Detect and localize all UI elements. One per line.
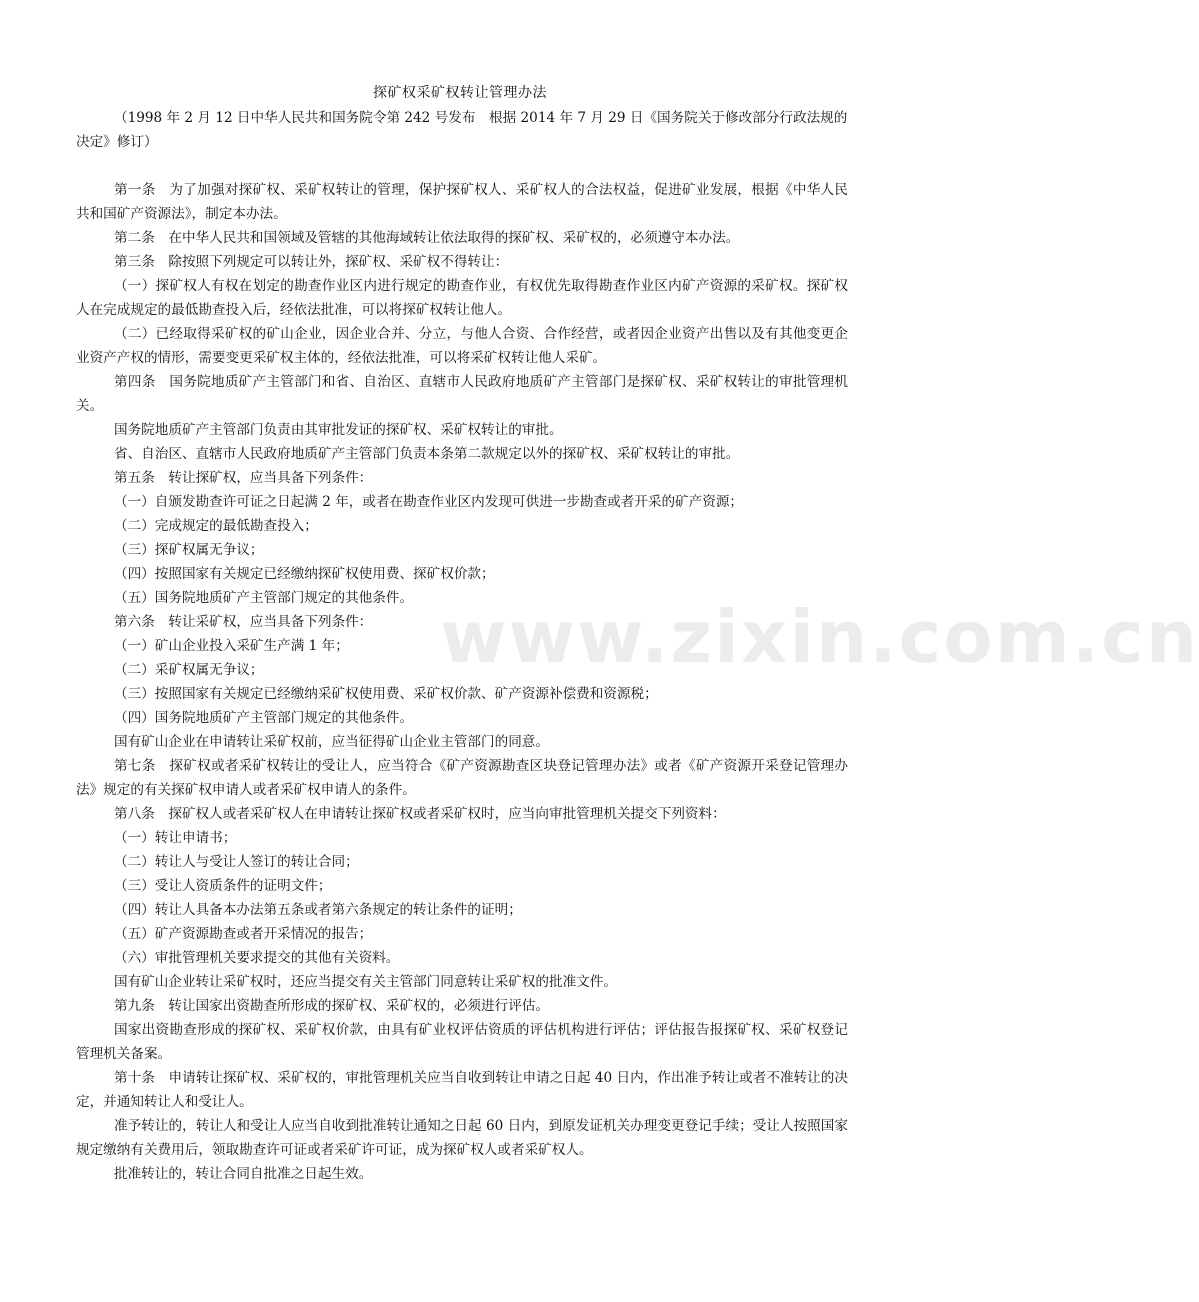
paragraph: （三）受让人资质条件的证明文件； <box>114 878 332 894</box>
paragraph: （二）已经取得采矿权的矿山企业，因企业合并、分立，与他人合资、合作经营，或者因企业资产出售以及有其他变更企业资产产权的情形，需要变更采矿权主体的，经依法批准，可以将采矿权转让他人采矿。 <box>76 326 848 366</box>
paragraph: 第八条 探矿权人或者采矿权人在申请转让探矿权或者采矿权时，应当向审批管理机关提交下列资料： <box>114 806 726 822</box>
paragraph: 第十条 申请转让探矿权、采矿权的，审批管理机关应当自收到转让申请之日起 40 日内，作出准予转让或者不准转让的决定，并通知转让人和受让人。 <box>76 1070 848 1110</box>
paragraph: （二）完成规定的最低勘查投入； <box>114 518 318 534</box>
paragraph: 批准转让的，转让合同自批准之日起生效。 <box>114 1166 373 1182</box>
paragraph: 第一条 为了加强对探矿权、采矿权转让的管理，保护探矿权人、采矿权人的合法权益，促进矿业发展，根据《中华人民共和国矿产资源法》，制定本办法。 <box>76 182 848 222</box>
paragraph: （五）国务院地质矿产主管部门规定的其他条件。 <box>114 590 414 606</box>
paragraph: 第九条 转让国家出资勘查所形成的探矿权、采矿权的，必须进行评估。 <box>114 998 549 1014</box>
paragraph: 第二条 在中华人民共和国领域及管辖的其他海域转让依法取得的探矿权、采矿权的，必须遵守本办法。 <box>114 230 740 246</box>
paragraph: 国有矿山企业在申请转让采矿权前，应当征得矿山企业主管部门的同意。 <box>114 734 549 750</box>
paragraph: （二）采矿权属无争议； <box>114 662 264 678</box>
watermark: www.zixin.com.cn <box>440 595 1199 679</box>
paragraph: （二）转让人与受让人签订的转让合同； <box>114 854 359 870</box>
paragraph: 国有矿山企业转让采矿权时，还应当提交有关主管部门同意转让采矿权的批准文件。 <box>114 974 617 990</box>
paragraph: （六）审批管理机关要求提交的其他有关资料。 <box>114 950 400 966</box>
paragraph: 第六条 转让采矿权，应当具备下列条件： <box>114 614 373 630</box>
paragraph: （五）矿产资源勘查或者开采情况的报告； <box>114 926 373 942</box>
paragraph: （三）探矿权属无争议； <box>114 542 264 558</box>
paragraph: （四）国务院地质矿产主管部门规定的其他条件。 <box>114 710 414 726</box>
paragraph: （一）自颁发勘查许可证之日起满 2 年，或者在勘查作业区内发现可供进一步勘查或者开采的矿产资源； <box>114 494 744 510</box>
paragraph: （四）转让人具备本办法第五条或者第六条规定的转让条件的证明； <box>114 902 522 918</box>
paragraph: 国务院地质矿产主管部门负责由其审批发证的探矿权、采矿权转让的审批。 <box>114 422 563 438</box>
paragraph: 第三条 除按照下列规定可以转让外，探矿权、采矿权不得转让： <box>114 254 509 270</box>
paragraph: 省、自治区、直辖市人民政府地质矿产主管部门负责本条第二款规定以外的探矿权、采矿权转让的审批。 <box>114 446 740 462</box>
paragraph: 准予转让的，转让人和受让人应当自收到批准转让通知之日起 60 日内，到原发证机关办理变更登记手续；受让人按照国家规定缴纳有关费用后，领取勘查许可证或者采矿许可证，成为探矿权人或者采矿权人。 <box>76 1118 848 1158</box>
paragraph: 第七条 探矿权或者采矿权转让的受让人，应当符合《矿产资源勘查区块登记管理办法》或者《矿产资源开采登记管理办法》规定的有关探矿权申请人或者采矿权申请人的条件。 <box>76 758 848 798</box>
paragraph: （四）按照国家有关规定已经缴纳探矿权使用费、探矿权价款； <box>114 566 495 582</box>
paragraph: （一）矿山企业投入采矿生产满 1 年； <box>114 638 349 654</box>
paragraph: 第五条 转让探矿权，应当具备下列条件： <box>114 470 373 486</box>
paragraph: （一）转让申请书； <box>114 830 237 846</box>
paragraph: （一）探矿权人有权在划定的勘查作业区内进行规定的勘查作业，有权优先取得勘查作业区内矿产资源的采矿权。探矿权人在完成规定的最低勘查投入后，经依法批准，可以将探矿权转让他人。 <box>76 278 848 318</box>
paragraph: 国家出资勘查形成的探矿权、采矿权价款，由具有矿业权评估资质的评估机构进行评估；评估报告报探矿权、采矿权登记管理机关备案。 <box>76 1022 848 1062</box>
document-subtitle: （1998 年 2 月 12 日中华人民共和国务院令第 242 号发布 根据 2014 年 7 月 29 日《国务院关于修改部分行政法规的决定》修订） <box>76 110 848 150</box>
document-body <box>76 178 848 1186</box>
paragraph: （三）按照国家有关规定已经缴纳采矿权使用费、采矿权价款、矿产资源补偿费和资源税； <box>114 686 658 702</box>
document-title: 探矿权采矿权转让管理办法 <box>373 85 547 101</box>
paragraph: 第四条 国务院地质矿产主管部门和省、自治区、直辖市人民政府地质矿产主管部门是探矿权、采矿权转让的审批管理机关。 <box>76 374 848 414</box>
